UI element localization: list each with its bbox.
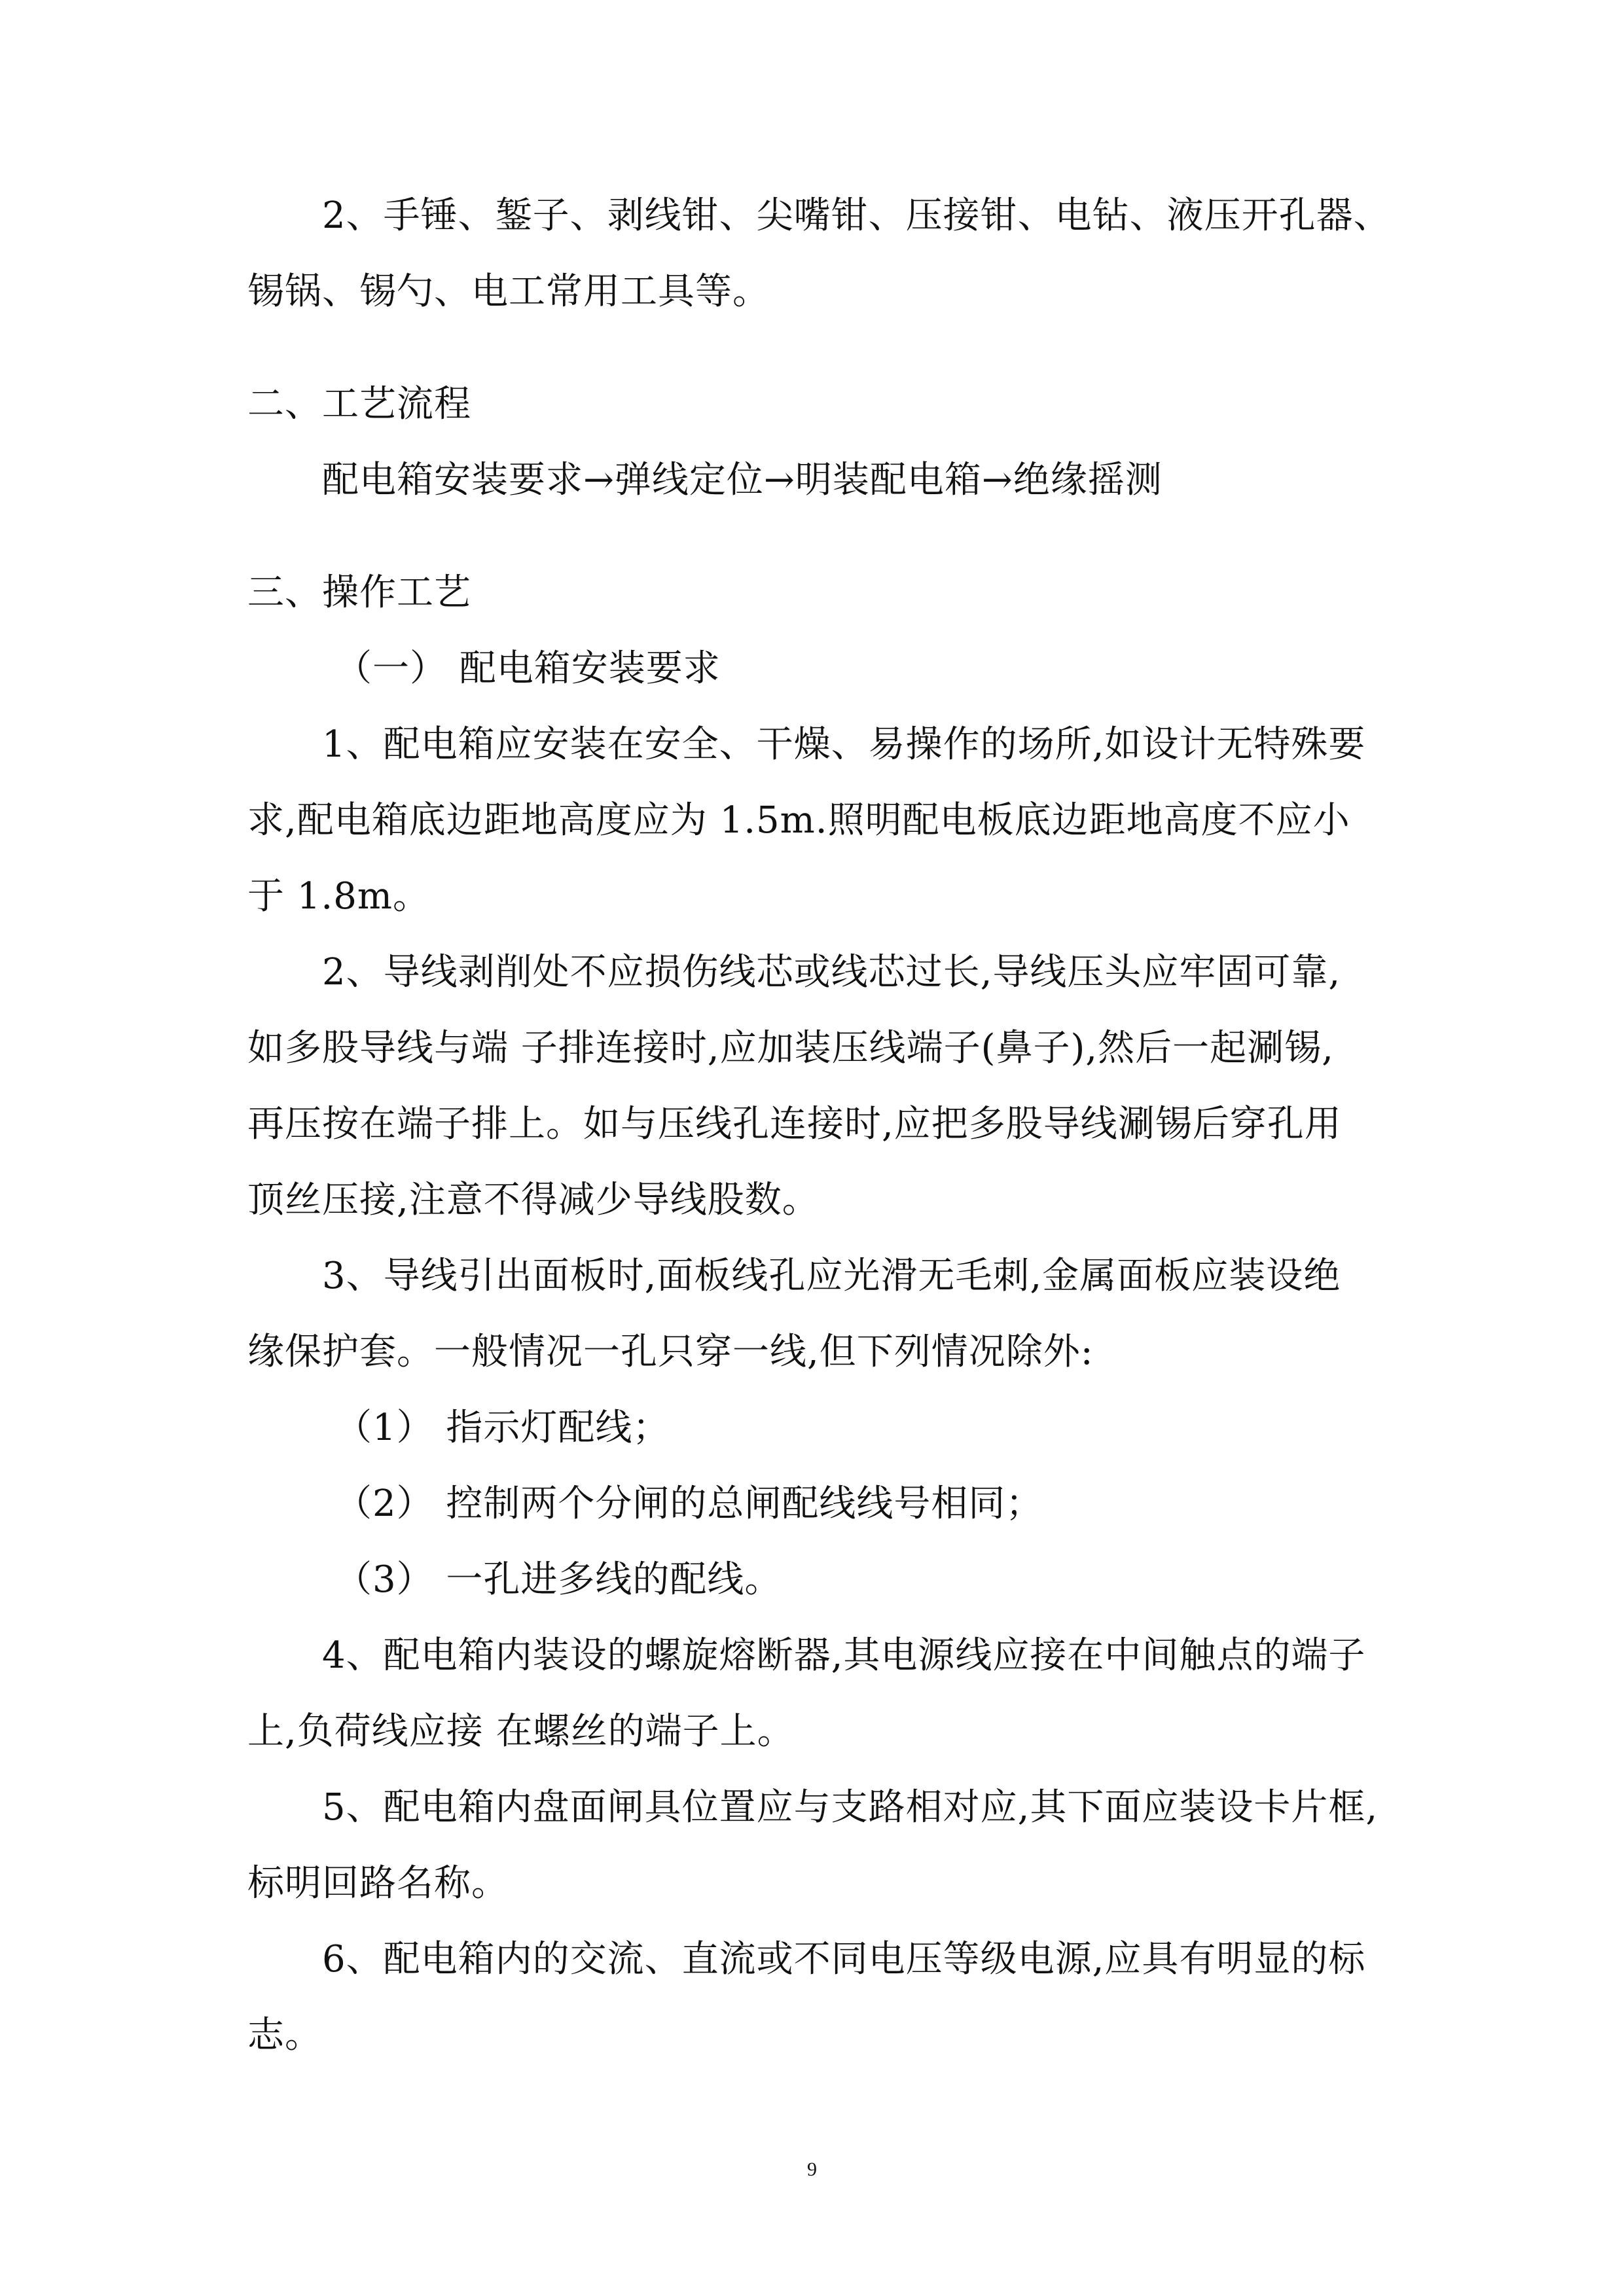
item2-line1: 2、导线剥削处不应损伤线芯或线芯过长,导线压头应牢固可靠, (322, 951, 1341, 994)
item3-line2: 缘保护套。一般情况一孔只穿一线,但下列情况除外: (247, 1331, 1094, 1373)
item6-line2: 志。 (247, 2014, 322, 2056)
item4-line1: 4、配电箱内装设的螺旋熔断器,其电源线应接在中间触点的端子 (322, 1634, 1366, 1677)
item1-line1: 1、配电箱应安装在安全、干燥、易操作的场所,如设计无特殊要 (322, 723, 1366, 766)
item3-line1: 3、导线引出面板时,面板线孔应光滑无毛刺,金属面板应装设绝 (322, 1255, 1341, 1297)
section3-subheading: （一） 配电箱安装要求 (335, 647, 721, 690)
process-flow: 配电箱安装要求→弹线定位→明装配电箱→绝缘摇测 (322, 459, 1163, 501)
item3-sub3: （3） 一孔进多线的配线。 (335, 1558, 782, 1601)
document-body (247, 178, 1399, 2073)
section3-heading: 三、操作工艺 (247, 571, 471, 614)
item3-sub2: （2） 控制两个分闸的总闸配线线号相同； (335, 1482, 1043, 1525)
item2-line4: 顶丝压接,注意不得减少导线股数。 (247, 1179, 820, 1221)
tools-item2-line1: 2、手锤、錾子、剥线钳、尖嘴钳、压接钳、电钻、液压开孔器、 (322, 194, 1391, 237)
item2-line3: 再压按在端子排上。如与压线孔连接时,应把多股导线涮锡后穿孔用 (247, 1103, 1342, 1145)
item2-line2: 如多股导线与端 子排连接时,应加装压线端子(鼻子),然后一起涮锡, (247, 1027, 1334, 1069)
item1-line3: 于 1.8m。 (247, 875, 430, 918)
item3-sub1: （1） 指示灯配线； (335, 1407, 670, 1449)
item4-line2: 上,负荷线应接 在螺丝的端子上。 (247, 1710, 795, 1753)
item5-line2: 标明回路名称。 (247, 1862, 509, 1905)
item6-line1: 6、配电箱内的交流、直流或不同电压等级电源,应具有明显的标 (322, 1938, 1366, 1981)
page-number: 9 (807, 2159, 817, 2180)
section2-heading: 二、工艺流程 (247, 383, 471, 425)
item5-line1: 5、配电箱内盘面闸具位置应与支路相对应,其下面应装设卡片框, (322, 1786, 1379, 1829)
tools-item2-line2: 锡锅、锡勺、电工常用工具等。 (247, 270, 770, 313)
item1-line2: 求,配电箱底边距地高度应为 1.5m.照明配电板底边距地高度不应小 (247, 799, 1350, 842)
